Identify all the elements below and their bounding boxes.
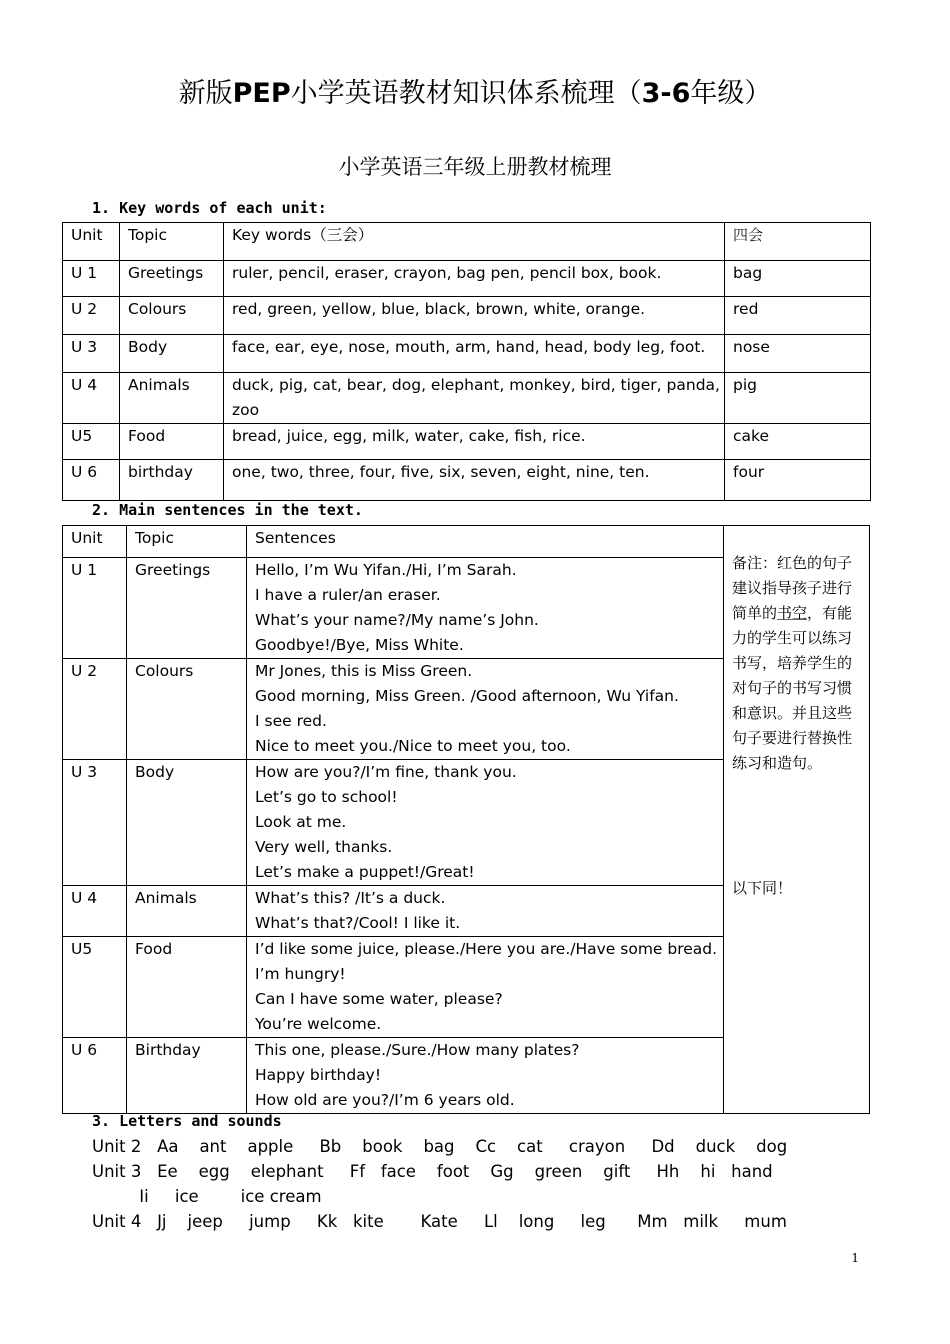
- page-number: 1: [851, 1251, 859, 1265]
- sentence: Good morning, Miss Green. /Good afternoon, Wu Yifan.: [255, 687, 679, 705]
- table-row: [63, 424, 871, 460]
- sentences-cell: [247, 937, 724, 1038]
- four-cell: nose: [725, 335, 871, 373]
- main-sentences-table: [62, 525, 870, 1114]
- unit-cell: U 2: [63, 659, 127, 760]
- keywords-cell: bread, juice, egg, milk, water, cake, fish, rice.: [224, 424, 725, 460]
- topic-cell: Animals: [120, 373, 224, 424]
- unit-cell: U 1: [63, 261, 120, 297]
- table-header-row: [63, 526, 870, 558]
- sentence: What’s that?/Cool! I like it.: [255, 914, 461, 932]
- header-four: 四会: [725, 223, 871, 261]
- underlined-term: 书空: [777, 604, 808, 622]
- table-row: [63, 297, 871, 335]
- topic-cell: Birthday: [127, 1038, 247, 1114]
- four-cell: four: [725, 460, 871, 501]
- unit-cell: U5: [63, 424, 120, 460]
- sentence: I’d like some juice, please./Here you are./Have some bread.: [255, 940, 718, 958]
- letters-line-unit-3-cont: Ii ice ice cream: [92, 1187, 322, 1206]
- topic-cell: Colours: [127, 659, 247, 760]
- unit-cell: U 3: [63, 335, 120, 373]
- sentence: I’m hungry!: [255, 965, 346, 983]
- header-sentences: Sentences: [247, 526, 724, 558]
- topic-cell: Greetings: [127, 558, 247, 659]
- note-text: 备注：红色的句子建议指导孩子进行简单的书空，有能力的学生可以练习书写，培养学生的对句子的书写习惯和意识。并且这些句子要进行替换性练习和造句。: [732, 554, 853, 772]
- sentences-cell: [247, 886, 724, 937]
- sentence: What’s your name?/My name’s John.: [255, 611, 539, 629]
- topic-cell: Body: [127, 760, 247, 886]
- unit-cell: U 6: [63, 460, 120, 501]
- document-subtitle: 小学英语三年级上册教材梳理: [338, 155, 612, 179]
- header-key-words: Key words（三会）: [224, 223, 725, 261]
- sentence: Look at me.: [255, 813, 347, 831]
- sentence: I have a ruler/an eraser.: [255, 586, 441, 604]
- sentence: Let’s make a puppet!/Great!: [255, 863, 475, 881]
- header-unit: Unit: [63, 223, 120, 261]
- section-heading-main-sentences: 2. Main sentences in the text.: [92, 501, 363, 519]
- table-header-row: [63, 223, 871, 261]
- sentence: Goodbye!/Bye, Miss White.: [255, 636, 464, 654]
- unit-cell: U 6: [63, 1038, 127, 1114]
- four-cell: bag: [725, 261, 871, 297]
- topic-cell: birthday: [120, 460, 224, 501]
- sentence: Nice to meet you./Nice to meet you, too.: [255, 737, 571, 755]
- sentences-cell: [247, 1038, 724, 1114]
- sentence: Let’s go to school!: [255, 788, 398, 806]
- sentence: Very well, thanks.: [255, 838, 393, 856]
- unit-cell: U 3: [63, 760, 127, 886]
- keywords-line: duck, pig, cat, bear, dog, elephant, monkey, bird, tiger, panda,: [232, 376, 720, 394]
- note-cell: [724, 526, 870, 1114]
- letters-line-unit-3: Unit 3 Ee egg elephant Ff face foot Gg green gift Hh hi hand: [92, 1162, 773, 1181]
- sentence: What’s this? /It’s a duck.: [255, 889, 446, 907]
- document-title: 新版PEP小学英语教材知识体系梳理（3-6年级）: [178, 78, 772, 109]
- topic-cell: Greetings: [120, 261, 224, 297]
- table-row: [63, 335, 871, 373]
- unit-cell: U 2: [63, 297, 120, 335]
- section-heading-letters-sounds: 3. Letters and sounds: [92, 1112, 282, 1130]
- section-heading-key-words: 1. Key words of each unit:: [92, 199, 327, 217]
- topic-cell: Animals: [127, 886, 247, 937]
- header-unit: Unit: [63, 526, 127, 558]
- keywords-cell: red, green, yellow, blue, black, brown, white, orange.: [224, 297, 725, 335]
- unit-cell: U 4: [63, 373, 120, 424]
- topic-cell: Colours: [120, 297, 224, 335]
- letters-line-unit-2: Unit 2 Aa ant apple Bb book bag Cc cat crayon Dd duck dog: [92, 1137, 788, 1156]
- sentence: You’re welcome.: [255, 1015, 382, 1033]
- key-words-table: [62, 222, 871, 501]
- keywords-cell: one, two, three, four, five, six, seven, eight, nine, ten.: [224, 460, 725, 501]
- topic-cell: Food: [127, 937, 247, 1038]
- sentences-cell: [247, 659, 724, 760]
- four-cell: pig: [725, 373, 871, 424]
- sentence: Mr Jones, this is Miss Green.: [255, 662, 473, 680]
- unit-cell: U5: [63, 937, 127, 1038]
- sentence: How are you?/I’m fine, thank you.: [255, 763, 517, 781]
- sentence: I see red.: [255, 712, 327, 730]
- topic-cell: Body: [120, 335, 224, 373]
- keywords-cell: [224, 373, 725, 424]
- topic-cell: Food: [120, 424, 224, 460]
- sentence: Happy birthday!: [255, 1066, 382, 1084]
- note-footer: 以下同！: [732, 879, 793, 897]
- sentences-cell: [247, 558, 724, 659]
- four-cell: cake: [725, 424, 871, 460]
- unit-cell: U 4: [63, 886, 127, 937]
- sentence: This one, please./Sure./How many plates?: [255, 1041, 580, 1059]
- keywords-line: zoo: [232, 401, 260, 419]
- unit-cell: U 1: [63, 558, 127, 659]
- table-row: [63, 261, 871, 297]
- sentence: How old are you?/I’m 6 years old.: [255, 1091, 515, 1109]
- sentence: Can I have some water, please?: [255, 990, 503, 1008]
- header-topic: Topic: [120, 223, 224, 261]
- sentence: Hello, I’m Wu Yifan./Hi, I’m Sarah.: [255, 561, 517, 579]
- keywords-cell: face, ear, eye, nose, mouth, arm, hand, head, body leg, foot.: [224, 335, 725, 373]
- four-cell: red: [725, 297, 871, 335]
- sentences-cell: [247, 760, 724, 886]
- table-row: [63, 460, 871, 501]
- table-row: [63, 373, 871, 424]
- keywords-cell: ruler, pencil, eraser, crayon, bag pen, pencil box, book.: [224, 261, 725, 297]
- header-topic: Topic: [127, 526, 247, 558]
- letters-line-unit-4: Unit 4 Jj jeep jump Kk kite Kate Ll long leg Mm milk mum: [92, 1212, 787, 1231]
